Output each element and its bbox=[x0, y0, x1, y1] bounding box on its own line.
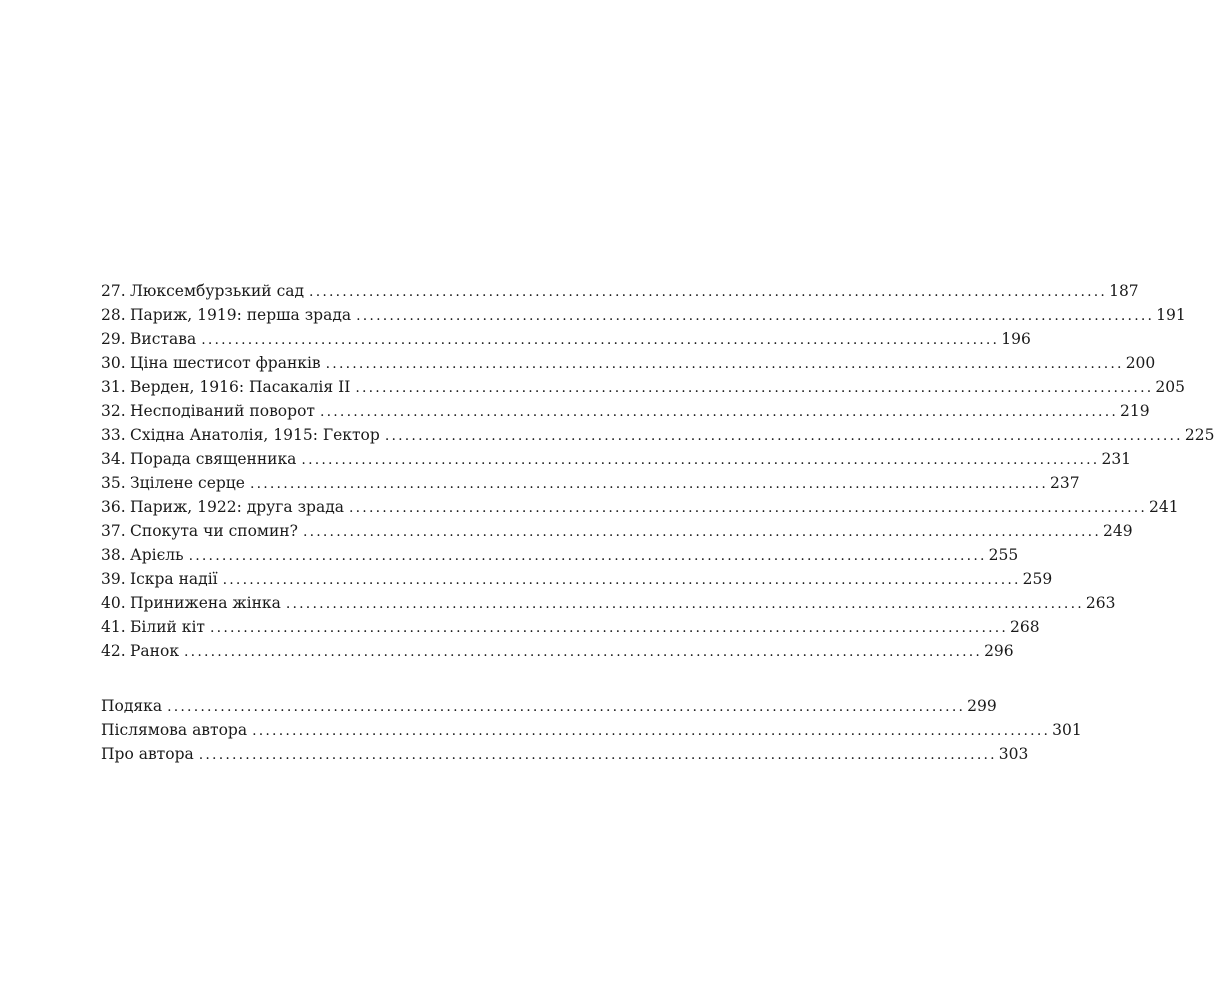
chapter-number: 38. bbox=[101, 546, 126, 564]
dot-leader: ........................................................................................................................ bbox=[198, 747, 997, 763]
chapter-number: 31. bbox=[101, 378, 126, 396]
page-number: 263 bbox=[1085, 594, 1116, 612]
page-number: 191 bbox=[1156, 306, 1186, 324]
dot-leader: ........................................................................................................................ bbox=[302, 524, 1101, 540]
chapter-number: 34. bbox=[101, 450, 126, 468]
chapter-number: 27. bbox=[101, 282, 126, 300]
page-number: 205 bbox=[1155, 378, 1185, 396]
chapter-title: Спокута чи спомин? bbox=[130, 522, 298, 540]
page-number: 259 bbox=[1022, 570, 1053, 588]
chapter-number: 37. bbox=[101, 522, 126, 540]
page-number: 255 bbox=[988, 546, 1019, 564]
chapter-number: 36. bbox=[101, 498, 126, 516]
page-number: 196 bbox=[1001, 330, 1031, 348]
chapter-title: Несподіваний поворот bbox=[130, 402, 315, 420]
dot-leader: ........................................................................................................................ bbox=[349, 500, 1148, 516]
dot-leader: ........................................................................................................................ bbox=[356, 308, 1155, 324]
dot-leader: ........................................................................................................................ bbox=[222, 572, 1021, 588]
chapter-title: Верден, 1916: Пасакалія ІІ bbox=[130, 378, 351, 396]
toc-entry bbox=[101, 718, 1082, 742]
page-number: 225 bbox=[1184, 426, 1214, 444]
chapter-number: 29. bbox=[101, 330, 126, 348]
section-title: Подяка bbox=[101, 697, 163, 715]
chapter-title: Порада священника bbox=[130, 450, 297, 468]
dot-leader: ........................................................................................................................ bbox=[188, 548, 987, 564]
chapter-title: Іскра надії bbox=[130, 570, 218, 588]
toc-entry bbox=[101, 351, 1156, 375]
toc-entry bbox=[101, 327, 1031, 351]
chapter-number: 41. bbox=[101, 618, 126, 636]
page-number: 237 bbox=[1049, 474, 1080, 492]
toc-entry bbox=[101, 543, 1019, 567]
toc-entry bbox=[101, 567, 1053, 591]
page-number: 268 bbox=[1010, 618, 1040, 636]
table-of-contents bbox=[101, 279, 1214, 766]
chapter-title: Париж, 1919: перша зрада bbox=[130, 306, 352, 324]
toc-entry bbox=[101, 423, 1214, 447]
chapter-title: Париж, 1922: друга зрада bbox=[130, 498, 344, 516]
chapter-number: 32. bbox=[101, 402, 126, 420]
toc-entry bbox=[101, 639, 1014, 663]
page-number: 241 bbox=[1149, 498, 1179, 516]
chapter-title: Арієль bbox=[130, 546, 184, 564]
back-matter-list bbox=[101, 694, 1082, 766]
dot-leader: ........................................................................................................................ bbox=[249, 476, 1048, 492]
dot-leader: ........................................................................................................................ bbox=[184, 644, 983, 660]
chapter-title: Східна Анатолія, 1915: Гектор bbox=[130, 426, 380, 444]
dot-leader: ........................................................................................................................ bbox=[167, 699, 966, 715]
toc-entry bbox=[101, 399, 1150, 423]
page-number: 249 bbox=[1102, 522, 1133, 540]
toc-entry bbox=[101, 375, 1185, 399]
chapter-title: Вистава bbox=[130, 330, 197, 348]
chapter-title: Ціна шестисот франків bbox=[130, 354, 321, 372]
chapter-title: Принижена жінка bbox=[130, 594, 281, 612]
dot-leader: ........................................................................................................................ bbox=[285, 596, 1084, 612]
dot-leader: ........................................................................................................................ bbox=[384, 428, 1183, 444]
toc-entry bbox=[101, 742, 1029, 766]
dot-leader: ........................................................................................................................ bbox=[355, 380, 1154, 396]
toc-entry bbox=[101, 495, 1179, 519]
chapter-title: Зцілене серце bbox=[130, 474, 245, 492]
chapter-number: 39. bbox=[101, 570, 126, 588]
chapter-list bbox=[101, 279, 1214, 663]
toc-entry bbox=[101, 303, 1186, 327]
section-title: Про автора bbox=[101, 745, 194, 763]
toc-entry bbox=[101, 471, 1080, 495]
toc-entry bbox=[101, 519, 1133, 543]
toc-entry bbox=[101, 447, 1132, 471]
page-number: 301 bbox=[1052, 721, 1082, 739]
chapter-title: Люксембурзький сад bbox=[130, 282, 305, 300]
section-spacer bbox=[101, 663, 596, 694]
page-number: 200 bbox=[1125, 354, 1156, 372]
chapter-title: Ранок bbox=[130, 642, 180, 660]
page-number: 299 bbox=[967, 697, 997, 715]
toc-entry bbox=[101, 694, 997, 718]
page-number: 187 bbox=[1109, 282, 1139, 300]
dot-leader: ........................................................................................................................ bbox=[319, 404, 1119, 420]
toc-entry bbox=[101, 279, 1139, 303]
dot-leader: ........................................................................................................................ bbox=[252, 723, 1051, 739]
dot-leader: ........................................................................................................................ bbox=[210, 620, 1009, 636]
page-number: 303 bbox=[998, 745, 1029, 763]
toc-entry bbox=[101, 615, 1040, 639]
chapter-number: 42. bbox=[101, 642, 126, 660]
dot-leader: ........................................................................................................................ bbox=[301, 452, 1100, 468]
page-number: 296 bbox=[984, 642, 1014, 660]
chapter-number: 30. bbox=[101, 354, 126, 372]
chapter-number: 33. bbox=[101, 426, 126, 444]
section-title: Післямова автора bbox=[101, 721, 248, 739]
chapter-number: 35. bbox=[101, 474, 126, 492]
chapter-number: 40. bbox=[101, 594, 126, 612]
dot-leader: ........................................................................................................................ bbox=[309, 284, 1108, 300]
dot-leader: ........................................................................................................................ bbox=[201, 332, 1000, 348]
page-number: 219 bbox=[1120, 402, 1150, 420]
dot-leader: ........................................................................................................................ bbox=[325, 356, 1124, 372]
chapter-number: 28. bbox=[101, 306, 126, 324]
page-number: 231 bbox=[1101, 450, 1132, 468]
chapter-title: Білий кіт bbox=[130, 618, 206, 636]
toc-entry bbox=[101, 591, 1116, 615]
